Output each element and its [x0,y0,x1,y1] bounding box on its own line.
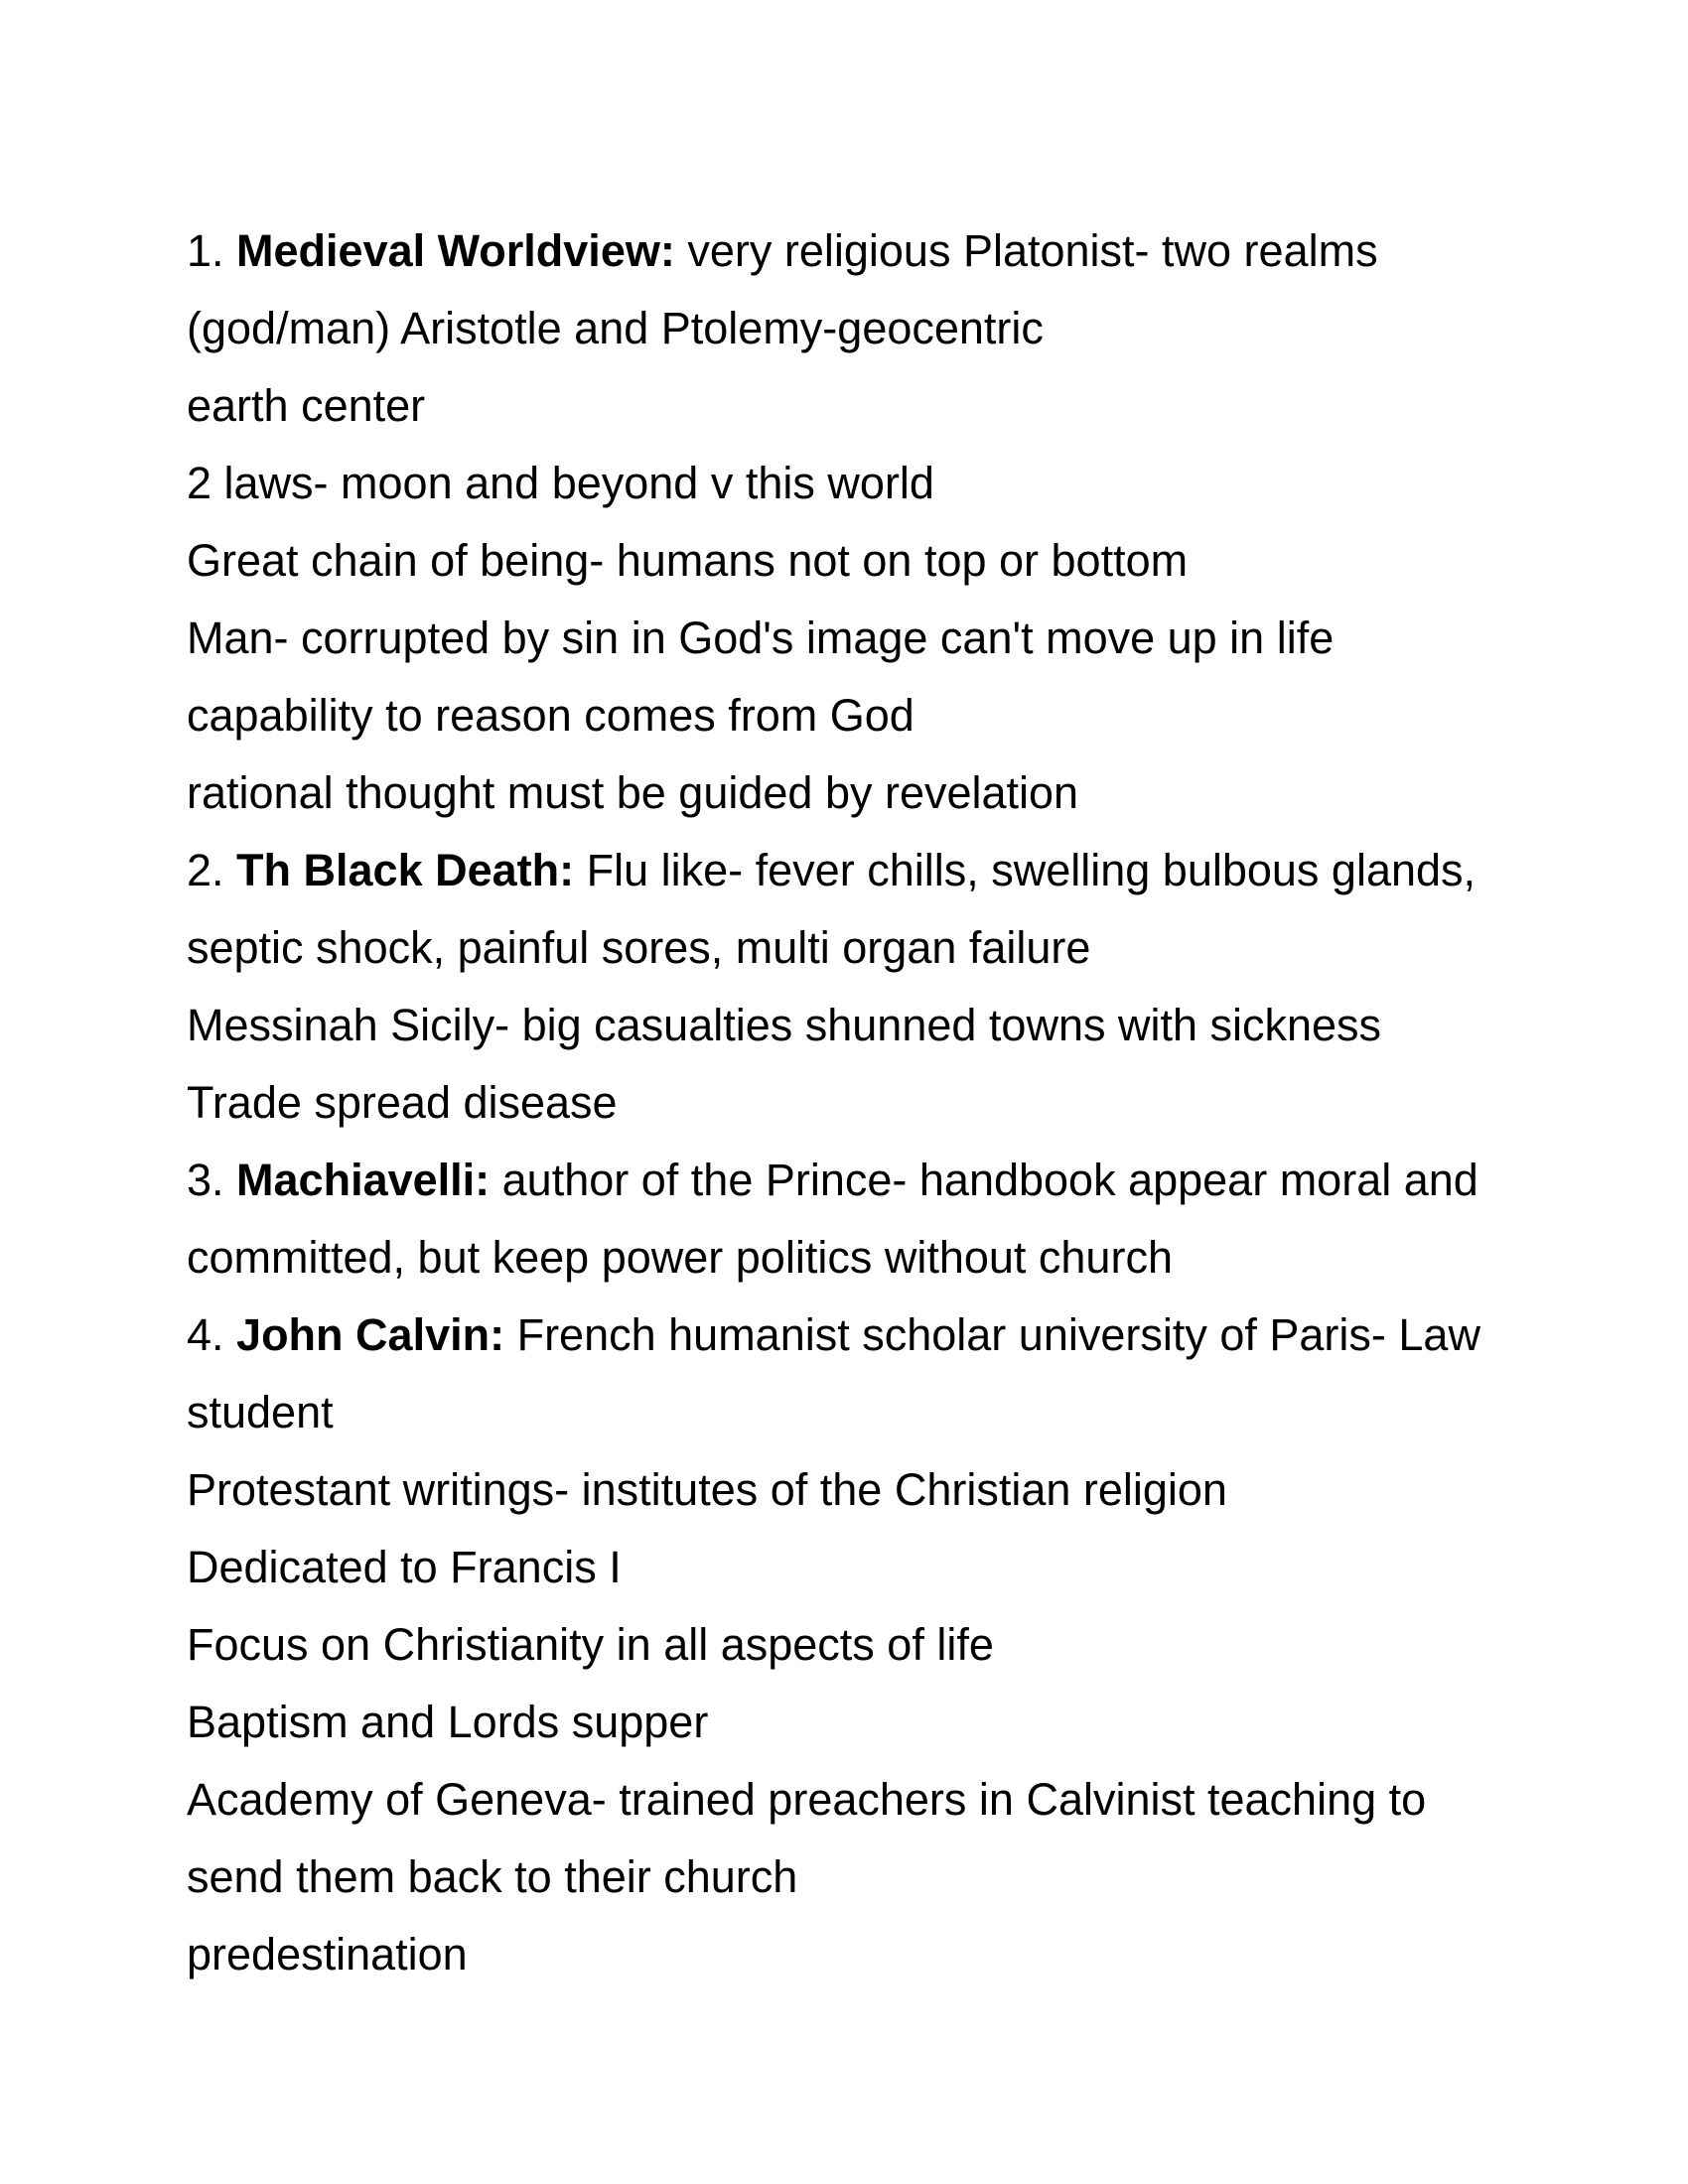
text-segment: 4. [187,1309,237,1360]
text-line [187,832,1537,909]
text-line [187,1451,1537,1529]
text-segment: rational thought must be guided by revelation [187,767,1079,818]
text-line [187,600,1537,677]
text-line [187,1142,1537,1219]
text-segment: 3. [187,1155,237,1205]
bold-term: Medieval Worldview: [236,225,675,276]
bold-term: Th Black Death: [236,845,575,895]
text-segment: very religious Platonist- two realms [674,225,1378,276]
text-line [187,1529,1537,1606]
text-line [187,1839,1537,1916]
text-line [187,1297,1537,1374]
text-segment: septic shock, painful sores, multi organ failure [187,922,1091,973]
text-line [187,1761,1537,1839]
text-segment: predestination [187,1929,468,1979]
text-segment: Messinah Sicily- big casualties shunned towns with sickness [187,1000,1382,1050]
text-line [187,522,1537,600]
text-line [187,754,1537,832]
text-segment: 2. [187,845,237,895]
text-line [187,1606,1537,1684]
document-body [187,212,1537,1993]
text-line [187,909,1537,987]
text-segment: Great chain of being- humans not on top or bottom [187,535,1189,586]
text-line [187,367,1537,445]
text-line [187,1374,1537,1451]
text-line [187,1916,1537,1993]
bold-term: Machiavelli: [236,1155,491,1205]
text-segment: committed, but keep power politics without church [187,1232,1173,1283]
text-segment: earth center [187,380,426,431]
text-segment: capability to reason comes from God [187,690,914,741]
text-line [187,445,1537,522]
text-segment: 1. [187,225,237,276]
text-segment: student [187,1387,334,1437]
text-line [187,1684,1537,1761]
text-segment: Man- corrupted by sin in God's image can't move up in life [187,613,1335,663]
text-line [187,1219,1537,1297]
text-segment: Flu like- fever chills, swelling bulbous glands, [574,845,1477,895]
text-segment: Baptism and Lords supper [187,1697,709,1747]
text-segment: 2 laws- moon and beyond v this world [187,458,934,508]
text-segment: send them back to their church [187,1851,798,1902]
text-segment: Protestant writings- institutes of the Christian religion [187,1464,1227,1515]
text-segment: (god/man) Aristotle and Ptolemy-geocentric [187,303,1044,353]
text-line [187,677,1537,754]
text-line [187,1064,1537,1142]
text-segment: Dedicated to Francis I [187,1542,622,1592]
text-line [187,290,1537,367]
text-line [187,987,1537,1064]
text-segment: Focus on Christianity in all aspects of life [187,1619,994,1670]
text-segment: Academy of Geneva- trained preachers in Calvinist teaching to [187,1774,1427,1825]
text-segment: Trade spread disease [187,1077,618,1128]
text-segment: author of the Prince- handbook appear moral and [490,1155,1478,1205]
text-line [187,212,1537,290]
text-segment: French humanist scholar university of Paris- Law [504,1309,1480,1360]
bold-term: John Calvin: [236,1309,505,1360]
